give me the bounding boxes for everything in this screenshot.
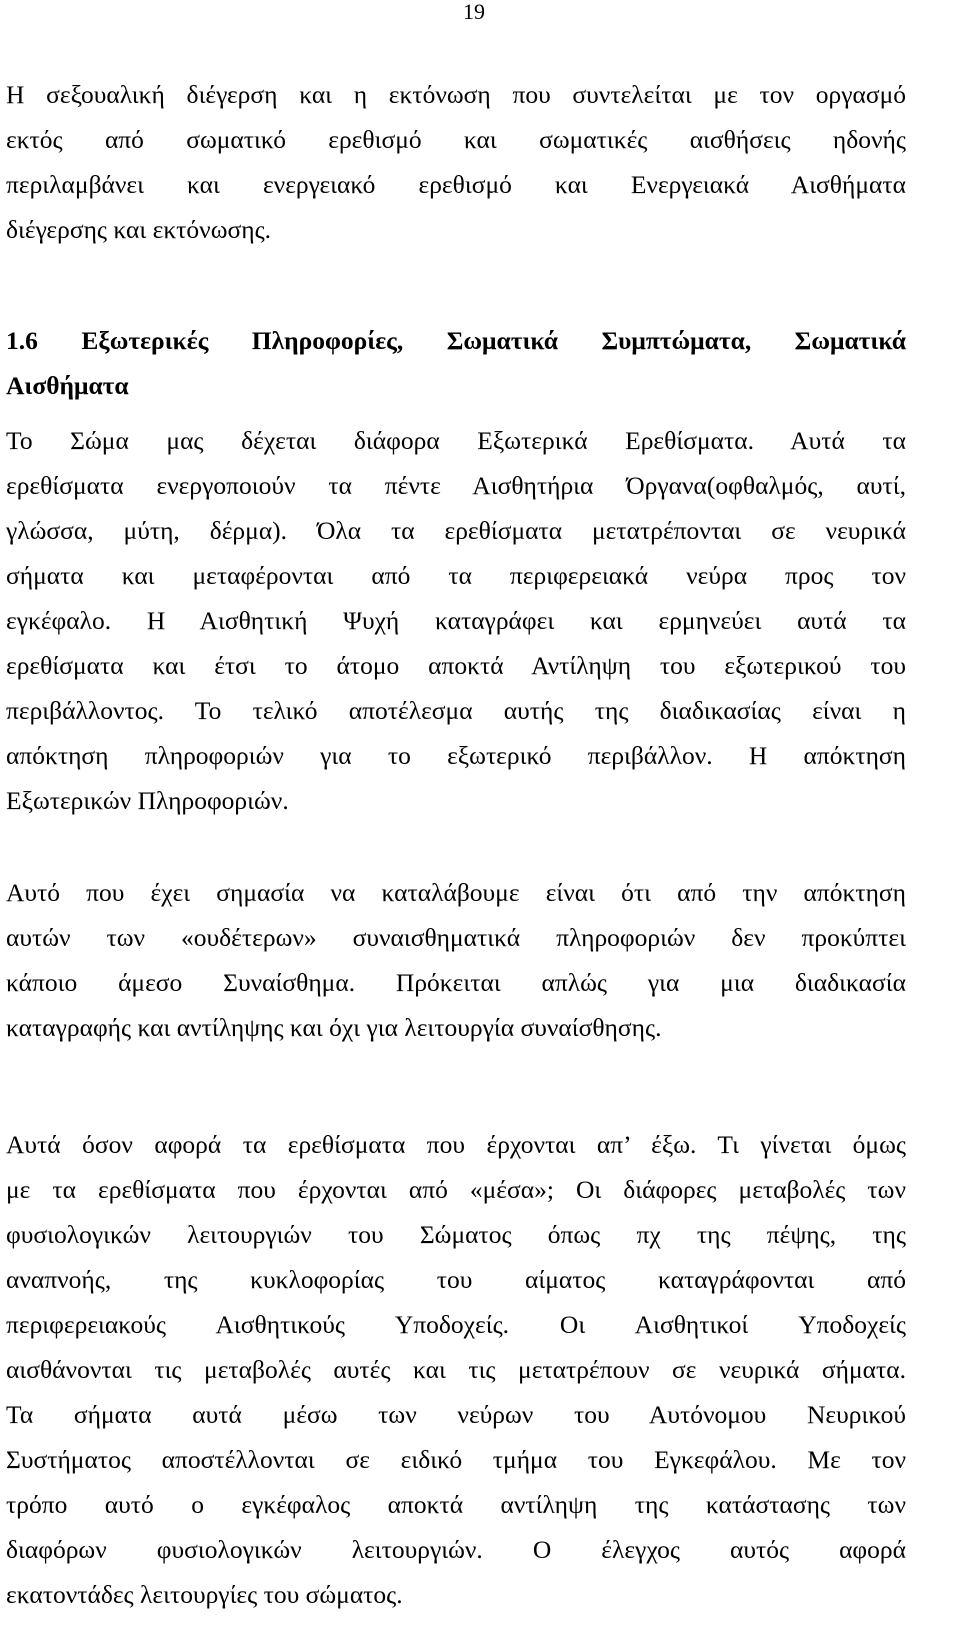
text-line: Εξωτερικών Πληροφοριών. [6, 786, 289, 815]
text-line: διαφόρων φυσιολογικών λειτουργιών. Ο έλεγχος αυτός αφορά [6, 1535, 906, 1564]
heading-line: 1.6 Εξωτερικές Πληροφορίες, Σωματικά Συμπτώματα, Σωματικά [6, 326, 906, 355]
text-line: εκτός από σωματικό ερεθισμό και σωματικές αισθήσεις ηδονής [6, 125, 906, 154]
text-line: Συστήματος αποστέλλονται σε ειδικό τμήμα του Εγκεφάλου. Με τον [6, 1445, 906, 1474]
text-line: εγκέφαλο. Η Αισθητική Ψυχή καταγράφει και ερμηνεύει αυτά τα [6, 606, 906, 635]
text-line: αισθάνονται τις μεταβολές αυτές και τις μετατρέπουν σε νευρικά σήματα. [6, 1355, 906, 1384]
text-line: καταγραφής και αντίληψης και όχι για λειτουργία συναίσθησης. [6, 1013, 662, 1042]
text-line: περιλαμβάνει και ενεργειακό ερεθισμό και Ενεργειακά Αισθήματα [6, 170, 906, 199]
text-line: Αυτό που έχει σημασία να καταλάβουμε είναι ότι από την απόκτηση [6, 878, 906, 907]
text-line: Το Σώμα μας δέχεται διάφορα Εξωτερικά Ερεθίσματα. Αυτά τα [6, 426, 906, 455]
text-line: ερεθίσματα ενεργοποιούν τα πέντε Αισθητήρια Όργανα(οφθαλμός, αυτί, [6, 471, 906, 500]
paragraph-internal-stimuli [6, 1122, 906, 1617]
paragraph-neutral-information [6, 870, 906, 1050]
text-line: περιφερειακούς Αισθητικούς Υποδοχείς. Οι Αισθητικοί Υποδοχείς [6, 1310, 906, 1339]
paragraph-sexual-arousal [6, 72, 906, 252]
text-line: Η σεξουαλική διέγερση και η εκτόνωση που συντελείται με τον οργασμό [6, 80, 906, 109]
section-heading [6, 318, 906, 408]
text-line: εκατοντάδες λειτουργίες του σώματος. [6, 1580, 403, 1609]
text-line: αναπνοής, της κυκλοφορίας του αίματος καταγράφονται από [6, 1265, 906, 1294]
text-line: αυτών των «ουδέτερων» συναισθηματικά πληροφοριών δεν προκύπτει [6, 923, 906, 952]
text-line: Αυτά όσον αφορά τα ερεθίσματα που έρχονται απ’ έξω. Τι γίνεται όμως [6, 1130, 906, 1159]
text-line: σήματα και μεταφέρονται από τα περιφερειακά νεύρα προς τον [6, 561, 906, 590]
text-line: Τα σήματα αυτά μέσω των νεύρων του Αυτόνομου Νευρικού [6, 1400, 906, 1429]
text-line: τρόπο αυτό ο εγκέφαλος αποκτά αντίληψη της κατάστασης των [6, 1490, 906, 1519]
text-line: με τα ερεθίσματα που έρχονται από «μέσα»; Οι διάφορες μεταβολές των [6, 1175, 906, 1204]
text-line: ερεθίσματα και έτσι το άτομο αποκτά Αντίληψη του εξωτερικού του [6, 651, 906, 680]
text-line: απόκτηση πληροφοριών για το εξωτερικό περιβάλλον. Η απόκτηση [6, 741, 906, 770]
text-line: κάποιο άμεσο Συναίσθημα. Πρόκειται απλώς για μια διαδικασία [6, 968, 906, 997]
text-line: φυσιολογικών λειτουργιών του Σώματος όπως πχ της πέψης, της [6, 1220, 906, 1249]
heading-line: Αισθήματα [6, 371, 129, 400]
paragraph-external-stimuli [6, 418, 906, 823]
text-line: περιβάλλοντος. Το τελικό αποτέλεσμα αυτής της διαδικασίας είναι η [6, 696, 906, 725]
text-line: διέγερσης και εκτόνωσης. [6, 215, 272, 244]
text-line: γλώσσα, μύτη, δέρμα). Όλα τα ερεθίσματα μετατρέπονται σε νευρικά [6, 516, 906, 545]
page-number: 19 [463, 0, 485, 24]
